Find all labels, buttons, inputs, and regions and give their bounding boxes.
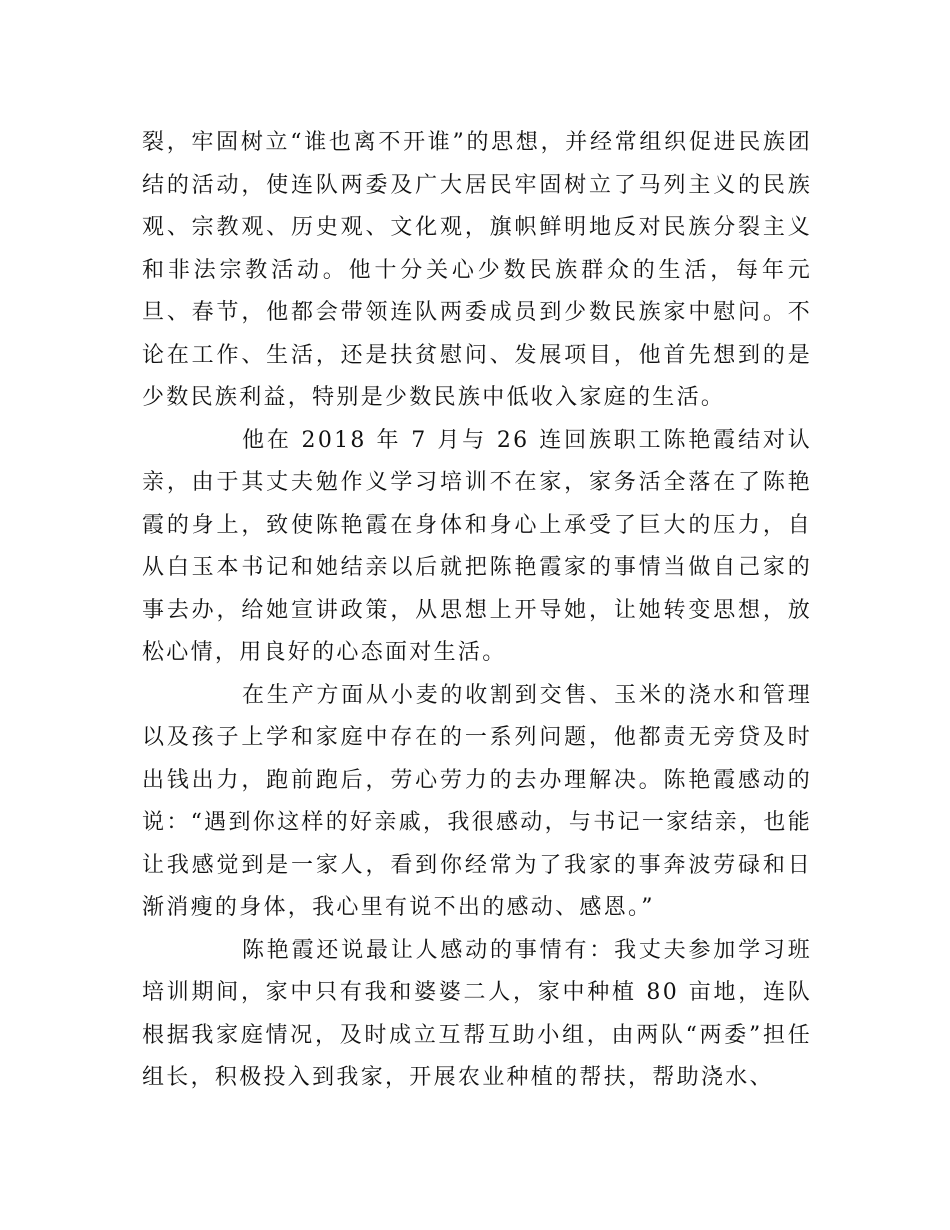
paragraph-3: 在生产方面从小麦的收割到交售、玉米的浇水和管理以及孩子上学和家庭中存在的一系列问题，他都责无旁贷及时出钱出力，跑前跑后，劳心劳力的去办理解决。陈艳霞感动的说：“遇到你这样的好亲戚，我很感动，与书记一家结亲，也能让我感觉到是一家人，看到你经常为了我家的事奔波劳碌和日渐消瘦的身体，我心里有说不出的感动、感恩。” bbox=[142, 682, 812, 920]
paragraph-2: 他在 2018 年 7 月与 26 连回族职工陈艳霞结对认亲，由于其丈夫勉作义学习培训不在家，家务活全落在了陈艳霞的身上，致使陈艳霞在身体和身心上承受了巨大的压力，自从白玉本书记和她结亲以后就把陈艳霞家的事情当做自己家的事去办，给她宣讲政策，从思想上开导她，让她转变思想，放松心情，用良好的心态面对生活。 bbox=[142, 427, 812, 665]
document-body bbox=[142, 122, 812, 1100]
paragraph-4: 陈艳霞还说最让人感动的事情有：我丈夫参加学习班培训期间，家中只有我和婆婆二人，家中种植 80 亩地，连队根据我家庭情况，及时成立互帮互助小组，由两队“两委”担任组长，积极投入到我家，开展农业种植的帮扶，帮助浇水、 bbox=[142, 937, 812, 1090]
paragraph-1: 裂，牢固树立“谁也离不开谁”的思想，并经常组织促进民族团结的活动，使连队两委及广大居民牢固树立了马列主义的民族观、宗教观、历史观、文化观，旗帜鲜明地反对民族分裂主义和非法宗教活动。他十分关心少数民族群众的生活，每年元旦、春节，他都会带领连队两委成员到少数民族家中慰问。不论在工作、生活，还是扶贫慰问、发展项目，他首先想到的是少数民族利益，特别是少数民族中低收入家庭的生活。 bbox=[142, 130, 812, 410]
